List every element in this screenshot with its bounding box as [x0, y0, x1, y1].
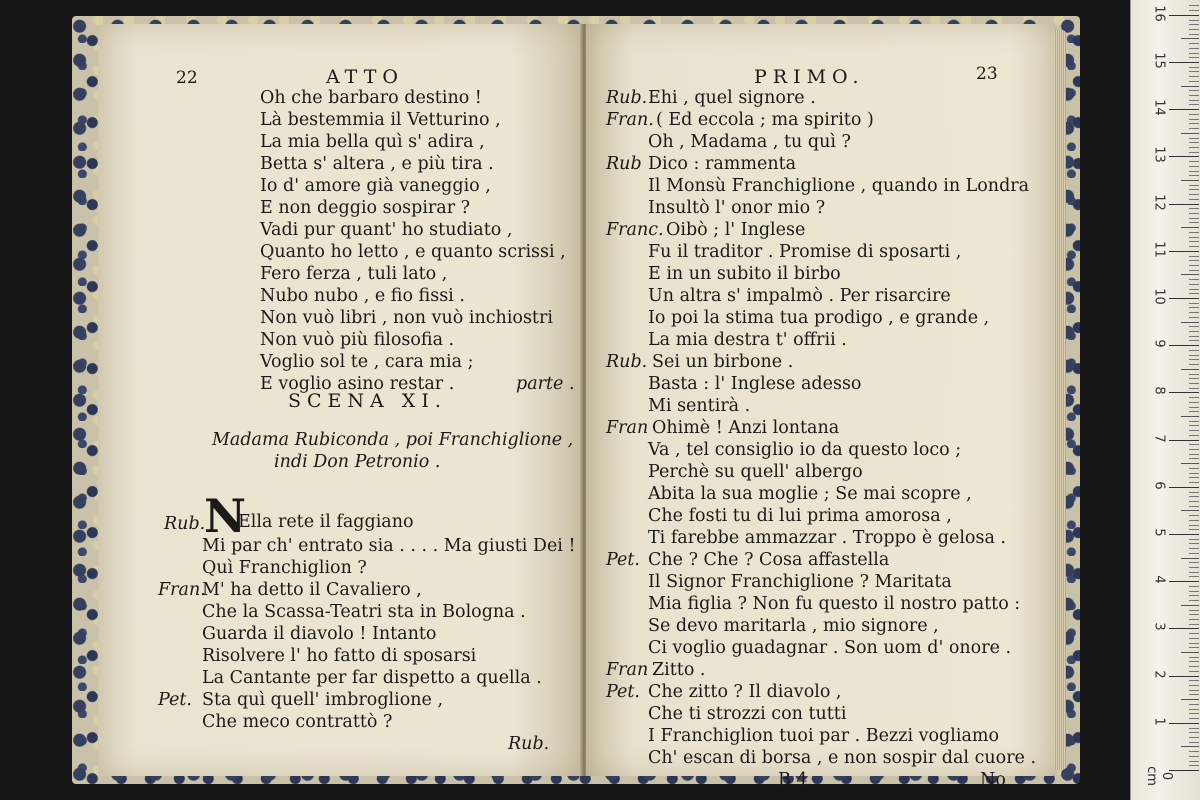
ruler-tick	[1189, 90, 1199, 91]
ruler-tick	[1189, 576, 1199, 577]
dialogue-line: Abita la sua moglie ; Se mai scopre ,	[648, 484, 972, 504]
ruler-tick	[1189, 553, 1199, 554]
ruler-tick	[1189, 138, 1199, 139]
ruler-tick	[1181, 416, 1199, 417]
dialogue-line: Mi sentirà .	[648, 396, 751, 416]
verse-line: Quanto ho letto , e quanto scrissi ,	[260, 242, 566, 262]
ruler-tick	[1189, 525, 1199, 526]
dialogue-line: Dico : rammenta	[648, 154, 797, 174]
ruler-tick	[1189, 246, 1199, 247]
ruler-tick	[1189, 624, 1199, 625]
ruler-tick	[1189, 619, 1199, 620]
ruler-tick	[1189, 671, 1199, 672]
ruler-number: 1	[1151, 717, 1167, 726]
ruler-tick	[1189, 468, 1199, 469]
ruler-tick	[1189, 185, 1199, 186]
verse-line: Nubo nubo , e fio fissi .	[260, 286, 465, 306]
ruler-tick	[1169, 204, 1199, 205]
ruler-tick	[1189, 48, 1199, 49]
ruler-tick	[1189, 397, 1199, 398]
ruler-tick	[1189, 24, 1199, 25]
ruler-tick	[1189, 57, 1199, 58]
ruler-tick	[1189, 425, 1199, 426]
dialogue-line: Che meco contrattò ?	[202, 712, 393, 732]
speaker-label: Pet.	[158, 690, 192, 710]
ruler-tick	[1189, 279, 1199, 280]
verse-line: E voglio asino restar .	[260, 374, 455, 394]
scene-title: SCENA XI.	[288, 390, 447, 412]
ruler-tick	[1189, 742, 1199, 743]
dialogue-line: Il Monsù Franchiglione , quando in Londra	[648, 176, 1030, 196]
dialogue-line: Mia figlia ? Non fu questo il nostro patto :	[648, 594, 1021, 614]
ruler-tick	[1189, 284, 1199, 285]
ruler-number: 9	[1151, 339, 1167, 348]
ruler-tick	[1189, 633, 1199, 634]
ruler-tick	[1189, 95, 1199, 96]
ruler-number: 6	[1151, 481, 1167, 490]
verse-line: E non deggio sospirar ?	[260, 198, 471, 218]
left-folio: 22	[176, 68, 198, 88]
ruler-tick	[1189, 548, 1199, 549]
ruler-tick	[1189, 473, 1199, 474]
ruler-tick	[1189, 326, 1199, 327]
dialogue-line: Mi par ch' entrato sia . . . . Ma giusti Dei !	[202, 536, 576, 556]
ruler-tick	[1189, 119, 1199, 120]
ruler-number: 10	[1151, 288, 1167, 305]
dialogue-line: Ohimè ! Anzi lontana	[652, 418, 840, 438]
dialogue-line: La mia destra t' offrii .	[648, 330, 847, 350]
dialogue-line: Ella rete il faggiano	[238, 512, 414, 532]
ruler-tick	[1189, 175, 1199, 176]
verse-line: Non vuò libri , non vuò inchiostri	[260, 308, 553, 328]
ruler-tick	[1189, 737, 1199, 738]
ruler-tick	[1189, 289, 1199, 290]
ruler-tick	[1189, 765, 1199, 766]
ruler-tick	[1189, 81, 1199, 82]
ruler-number: 13	[1151, 146, 1167, 164]
ruler-tick	[1189, 501, 1199, 502]
ruler-tick	[1189, 189, 1199, 190]
ruler-number: 11	[1151, 241, 1167, 258]
ruler-tick	[1189, 374, 1199, 375]
ruler-tick	[1181, 86, 1199, 87]
ruler-tick	[1189, 449, 1199, 450]
ruler-tick	[1169, 534, 1199, 535]
ruler-tick	[1189, 312, 1199, 313]
ruler-number: 15	[1151, 52, 1167, 69]
ruler-tick	[1189, 142, 1199, 143]
verse-line: Io d' amore già vaneggio ,	[260, 176, 491, 196]
ruler-tick	[1189, 114, 1199, 115]
ruler-tick	[1189, 657, 1199, 658]
dialogue-line: ( Ed eccola ; ma spirito )	[656, 110, 874, 130]
ruler-tick	[1169, 723, 1199, 724]
verse-line: Non vuò più filosofia .	[260, 330, 455, 350]
ruler-number: 16	[1151, 5, 1167, 22]
ruler-tick	[1169, 15, 1199, 16]
ruler-tick	[1169, 345, 1199, 346]
dialogue-line: Io poi la stima tua prodigo , e grande ,	[648, 308, 990, 328]
ruler-tick	[1181, 652, 1199, 653]
verse-line: Vadi pur quant' ho studiato ,	[260, 220, 513, 240]
speaker-label: Pet.	[606, 682, 640, 702]
ruler-tick	[1189, 34, 1199, 35]
ruler-tick	[1189, 383, 1199, 384]
verse-line: La mia bella quì s' adira ,	[260, 132, 485, 152]
ruler-tick	[1189, 67, 1199, 68]
dialogue-line: Sta quì quell' imbroglione ,	[202, 690, 444, 710]
ruler-number: 8	[1151, 386, 1167, 396]
verse-line: Là bestemmia il Vetturino ,	[260, 110, 501, 130]
speaker-label: Rub	[606, 154, 642, 174]
dialogue-line: Il Signor Franchiglione ? Maritata	[648, 572, 952, 592]
ruler-tick	[1181, 274, 1199, 275]
ruler-tick	[1189, 199, 1199, 200]
ruler-tick	[1189, 515, 1199, 516]
ruler-tick	[1189, 53, 1199, 54]
ruler-tick	[1189, 100, 1199, 101]
ruler-number: 7	[1151, 433, 1167, 443]
ruler-tick	[1189, 595, 1199, 596]
ruler-tick	[1189, 340, 1199, 341]
ruler-tick	[1189, 600, 1199, 601]
ruler-tick	[1181, 746, 1199, 747]
ruler-tick	[1189, 647, 1199, 648]
dialogue-line: Risolvere l' ho fatto di sposarsi	[202, 646, 477, 666]
ruler-tick	[1169, 392, 1199, 393]
ruler-tick	[1189, 718, 1199, 719]
ruler-tick	[1189, 756, 1199, 757]
speaker-label: Fran.	[606, 110, 654, 130]
ruler-tick	[1181, 510, 1199, 511]
ruler-tick	[1181, 38, 1199, 39]
ruler-tick	[1169, 62, 1199, 63]
ruler-tick	[1189, 562, 1199, 563]
dialogue-line: La Cantante per far dispetto a quella .	[202, 668, 542, 688]
ruler-tick	[1189, 43, 1199, 44]
ruler-tick	[1189, 378, 1199, 379]
ruler-tick	[1189, 638, 1199, 639]
ruler-tick	[1189, 477, 1199, 478]
ruler-tick	[1189, 492, 1199, 493]
dialogue-line: Un altra s' impalmò . Per risarcire	[648, 286, 951, 306]
ruler-number: 0 cm	[1144, 766, 1174, 786]
ruler-tick	[1189, 430, 1199, 431]
ruler-tick	[1189, 614, 1199, 615]
right-page	[586, 24, 1058, 790]
dialogue-line: Che fosti tu di lui prima amorosa ,	[648, 506, 952, 526]
dialogue-line: Fu il traditor . Promise di sposarti ,	[648, 242, 962, 262]
speaker-label: Fran	[606, 418, 649, 438]
ruler-tick	[1189, 270, 1199, 271]
ruler-tick	[1189, 444, 1199, 445]
ruler-tick	[1189, 690, 1199, 691]
ruler-tick	[1189, 256, 1199, 257]
ruler-tick	[1189, 237, 1199, 238]
dialogue-line: Ch' escan di borsa , e non sospir dal cuore .	[648, 748, 1037, 768]
dialogue-line: Basta : l' Inglese adesso	[648, 374, 862, 394]
ruler-tick	[1189, 336, 1199, 337]
ruler-tick	[1189, 293, 1199, 294]
dialogue-line: Perchè su quell' albergo	[648, 462, 863, 482]
left-page	[98, 24, 582, 776]
ruler-tick	[1169, 156, 1199, 157]
ruler-tick	[1189, 713, 1199, 714]
dialogue-line: Quì Franchiglion ?	[202, 558, 367, 578]
ruler-tick	[1189, 506, 1199, 507]
dialogue-line: Che ti strozzi con tutti	[648, 704, 847, 724]
right-running-head: PRIMO.	[754, 66, 865, 88]
ruler-tick	[1189, 331, 1199, 332]
ruler-tick	[1189, 529, 1199, 530]
ruler-tick	[1181, 180, 1199, 181]
dialogue-line: E in un subito il birbo	[648, 264, 841, 284]
ruler-tick	[1169, 770, 1199, 771]
ruler-tick	[1189, 520, 1199, 521]
dialogue-line: Insultò l' onor mio ?	[648, 198, 826, 218]
ruler-tick	[1181, 227, 1199, 228]
ruler-number: 4	[1151, 575, 1167, 584]
ruler-tick	[1189, 572, 1199, 573]
ruler-tick	[1189, 407, 1199, 408]
ruler-tick	[1189, 610, 1199, 611]
dialogue-line: Che la Scassa-Teatri sta in Bologna .	[202, 602, 526, 622]
measurement-ruler	[1130, 0, 1200, 800]
catchword: No	[980, 770, 1006, 790]
ruler-tick	[1181, 369, 1199, 370]
ruler-tick	[1189, 307, 1199, 308]
dialogue-line: Va , tel consiglio io da questo loco ;	[648, 440, 962, 460]
ruler-tick	[1181, 605, 1199, 606]
ruler-tick	[1189, 29, 1199, 30]
ruler-tick	[1169, 628, 1199, 629]
ruler-tick	[1189, 411, 1199, 412]
ruler-tick	[1189, 661, 1199, 662]
ruler-tick	[1189, 458, 1199, 459]
ruler-tick	[1189, 76, 1199, 77]
dialogue-line: Ci voglio guadagnar . Son uom d' onore .	[648, 638, 1012, 658]
ruler-tick	[1189, 751, 1199, 752]
ruler-tick	[1189, 218, 1199, 219]
ruler-tick	[1189, 152, 1199, 153]
dialogue-line: Che ? Che ? Cosa affastella	[648, 550, 890, 570]
ruler-tick	[1189, 359, 1199, 360]
dialogue-line: Ehi , quel signore .	[648, 88, 816, 108]
ruler-tick	[1181, 558, 1199, 559]
speaker-label: Fran	[606, 660, 649, 680]
left-running-head: ATTO	[326, 66, 404, 88]
ruler-tick	[1189, 435, 1199, 436]
ruler-tick	[1189, 213, 1199, 214]
scene-persons: Madama Rubiconda , poi Franchiglione ,	[212, 430, 574, 450]
dialogue-line: Oh , Madama , tu quì ?	[648, 132, 851, 152]
ruler-tick	[1169, 298, 1199, 299]
ruler-tick	[1189, 222, 1199, 223]
ruler-tick	[1189, 166, 1199, 167]
ruler-tick	[1169, 251, 1199, 252]
right-folio: 23	[976, 64, 998, 84]
speaker-label: Rub.	[606, 352, 648, 372]
ruler-tick	[1169, 109, 1199, 110]
ruler-tick	[1189, 680, 1199, 681]
ruler-number: 12	[1151, 193, 1167, 211]
ruler-tick	[1189, 194, 1199, 195]
ruler-tick	[1181, 322, 1199, 323]
speaker-label: Rub.	[164, 514, 206, 534]
drop-capital: N	[204, 489, 247, 543]
ruler-number: 2	[1151, 669, 1167, 679]
dialogue-line: Ti farebbe ammazzar . Troppo è gelosa .	[648, 528, 1006, 548]
ruler-tick	[1189, 208, 1199, 209]
ruler-tick	[1189, 128, 1199, 129]
ruler-tick	[1189, 402, 1199, 403]
dialogue-line: I Franchiglion tuoi par . Bezzi vogliamo	[648, 726, 1000, 746]
ruler-tick	[1189, 232, 1199, 233]
speaker-label: Franc.	[606, 220, 664, 240]
ruler-tick	[1189, 709, 1199, 710]
ruler-tick	[1189, 71, 1199, 72]
ruler-number: 5	[1151, 528, 1167, 537]
ruler-tick	[1189, 586, 1199, 587]
ruler-tick	[1189, 303, 1199, 304]
ruler-tick	[1189, 543, 1199, 544]
signature-mark: B 4	[778, 770, 808, 790]
ruler-tick	[1189, 241, 1199, 242]
ruler-tick	[1189, 643, 1199, 644]
verse-line: Oh che barbaro destino !	[260, 88, 482, 108]
ruler-tick	[1189, 732, 1199, 733]
ruler-number: 14	[1151, 99, 1167, 116]
ruler-tick	[1189, 421, 1199, 422]
page-edges	[1054, 30, 1066, 770]
dialogue-line: Se devo maritarla , mio signore ,	[648, 616, 939, 636]
dialogue-line: M' ha detto il Cavaliero ,	[202, 580, 422, 600]
ruler-tick	[1189, 355, 1199, 356]
ruler-tick	[1189, 364, 1199, 365]
ruler-tick	[1189, 104, 1199, 105]
stage-direction-exit: parte .	[516, 374, 575, 394]
ruler-tick	[1189, 539, 1199, 540]
ruler-tick	[1181, 699, 1199, 700]
ruler-tick	[1169, 440, 1199, 441]
ruler-tick	[1189, 694, 1199, 695]
speaker-label: Fran.	[158, 580, 206, 600]
ruler-tick	[1189, 728, 1199, 729]
ruler-tick	[1189, 761, 1199, 762]
ruler-tick	[1189, 5, 1199, 6]
ruler-tick	[1189, 171, 1199, 172]
ruler-tick	[1189, 350, 1199, 351]
ruler-tick	[1189, 20, 1199, 21]
dialogue-line: Sei un birbone .	[652, 352, 794, 372]
ruler-tick	[1189, 265, 1199, 266]
ruler-tick	[1189, 704, 1199, 705]
ruler-tick	[1169, 487, 1199, 488]
speaker-label: Rub.	[606, 88, 648, 108]
scene-persons: indi Don Petronio .	[274, 452, 441, 472]
ruler-tick	[1189, 317, 1199, 318]
verse-line: Voglio sol te , cara mia ;	[260, 352, 474, 372]
ruler-tick	[1189, 260, 1199, 261]
ruler-tick	[1189, 161, 1199, 162]
ruler-tick	[1189, 567, 1199, 568]
ruler-tick	[1189, 10, 1199, 11]
ruler-tick	[1189, 685, 1199, 686]
ruler-tick	[1189, 482, 1199, 483]
dialogue-line: Che zitto ? Il diavolo ,	[648, 682, 842, 702]
ruler-tick	[1189, 591, 1199, 592]
ruler-tick	[1169, 581, 1199, 582]
dialogue-line: Guarda il diavolo ! Intanto	[202, 624, 437, 644]
ruler-tick	[1189, 388, 1199, 389]
ruler-tick	[1189, 147, 1199, 148]
verse-line: Fero ferza , tuli lato ,	[260, 264, 448, 284]
verse-line: Betta s' altera , e più tira .	[260, 154, 494, 174]
dialogue-line: Zitto .	[652, 660, 706, 680]
catchword: Rub.	[508, 734, 550, 754]
ruler-tick	[1181, 463, 1199, 464]
dialogue-line: Oibò ; l' Inglese	[666, 220, 806, 240]
ruler-tick	[1181, 133, 1199, 134]
ruler-tick	[1169, 676, 1199, 677]
ruler-tick	[1189, 454, 1199, 455]
ruler-number: 3	[1151, 622, 1167, 632]
ruler-tick	[1189, 123, 1199, 124]
ruler-tick	[1189, 666, 1199, 667]
speaker-label: Pet.	[606, 550, 640, 570]
ruler-tick	[1189, 496, 1199, 497]
